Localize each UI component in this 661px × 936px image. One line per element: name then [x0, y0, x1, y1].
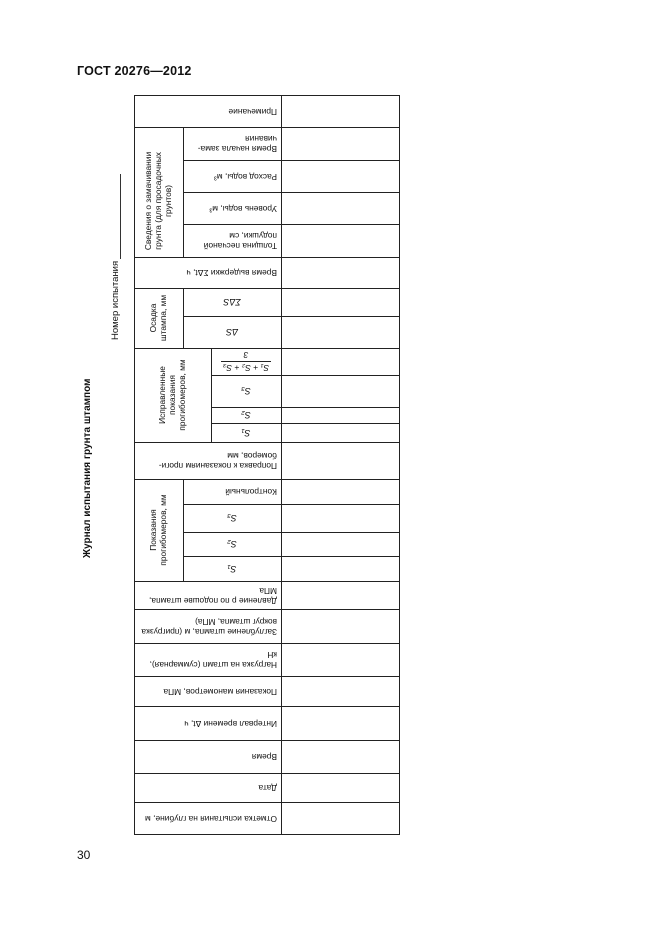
page-number: 30	[77, 848, 91, 862]
test-number-underline	[111, 174, 121, 259]
group-settlement: Осадка штампа, мм	[148, 294, 168, 342]
page-header: ГОСТ 20276—2012	[77, 64, 192, 78]
col-interval: Интервал времени Δt, ч	[184, 718, 277, 729]
col-embedment: Заглубление штампа, м (пригрузка вокруг штампа, МПа)	[141, 617, 277, 637]
col-load: Нагрузка на штамп (суммарная), кН	[149, 650, 277, 671]
test-number-field	[110, 174, 121, 340]
col-reading-s2: S₂	[227, 539, 237, 550]
col-corrected-s1: S₁	[241, 427, 251, 438]
col-water-flow: Расход воды, м³	[214, 171, 277, 182]
col-reading-s3: S₃	[227, 513, 237, 524]
group-readings: Показания прогибомеров, мм	[148, 494, 168, 566]
col-gauge: Показания манометров, МПа	[163, 686, 277, 697]
col-ds: ΔS	[225, 327, 239, 338]
col-pressure: Давление р по подошве штампа, МПа	[149, 586, 277, 606]
fraction-denominator: 3	[243, 350, 249, 360]
group-corrected: Исправленные показания прогибомеров, мм	[157, 359, 187, 431]
avg-fraction	[221, 350, 271, 373]
col-sand-thickness: Толщина песчаной подушки, см	[203, 231, 277, 252]
col-sum-ds: ΣΔS	[223, 297, 241, 308]
header-divider	[281, 96, 282, 834]
col-remark: Примечание	[228, 107, 277, 118]
col-soak-start: Время начала зама-чивания	[197, 134, 277, 155]
col-time: Время	[251, 752, 277, 763]
col-water-level: Уровень воды, м³	[209, 203, 277, 214]
col-correction: Поправка к показаниям проги-бомеров, мм	[158, 451, 277, 472]
test-number-label: Номер испытания	[110, 260, 121, 340]
col-date: Дата	[258, 783, 277, 794]
journal-table	[134, 95, 400, 835]
journal-title: Журнал испытания грунта штампом	[82, 378, 93, 558]
group-soaking: Сведения о замачивании грунта (для просадочных грунтов)	[143, 151, 173, 251]
col-corrected-s2: S₂	[241, 410, 251, 421]
fraction-numerator: S₁ + S₂ + S₃	[221, 361, 271, 373]
col-control: Контрольный	[225, 487, 277, 498]
col-depth: Отметка испытания на глубине, м	[145, 813, 277, 824]
col-avg-fraction	[211, 348, 281, 375]
col-corrected-s3: S₃	[241, 386, 251, 397]
col-reading-s1: S₁	[227, 563, 237, 574]
col-hold-time: Время выдержки ΣΔt, ч	[186, 268, 277, 279]
